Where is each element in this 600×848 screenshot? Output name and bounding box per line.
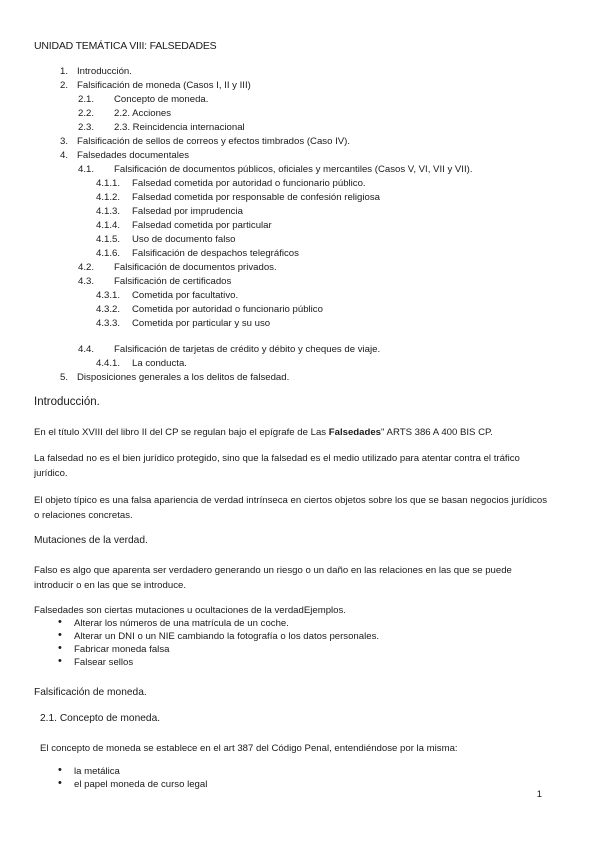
intro-paragraph-1: En el título XVIII del libro II del CP se regulan bajo el epígrafe de Las Falsedades" ARTS 386 A 400 BIS CP. <box>34 427 493 438</box>
concepto-paragraph: El concepto de moneda se establece en el art 387 del Código Penal, entendiéndose por la misma: <box>40 743 458 754</box>
toc-item: 4.1. Falsificación de documentos públicos, oficiales y mercantiles (Casos V, VI, VII y VII). <box>78 164 473 175</box>
toc-item: 4.2. Falsificación de documentos privados. <box>78 262 277 273</box>
bullet-icon: • <box>58 642 62 654</box>
list-item: • el papel moneda de curso legal <box>58 777 208 790</box>
toc-item: 4.4.1. La conducta. <box>96 358 187 369</box>
toc-item: 3. Falsificación de sellos de correos y efectos timbrados (Caso IV). <box>60 136 351 147</box>
mutaciones-heading: Mutaciones de la verdad. <box>34 535 148 546</box>
list-item: • Alterar los números de una matrícula de un coche. <box>58 616 289 629</box>
toc-item: 2.2. 2.2. Acciones <box>78 108 172 119</box>
toc-item: 4.3. Falsificación de certificados <box>78 276 232 287</box>
toc-item: 4. Falsedades documentales <box>60 150 189 161</box>
list-item: • Fabricar moneda falsa <box>58 642 170 655</box>
toc-item: 4.3.1. Cometida por facultativo. <box>96 290 239 301</box>
intro-heading: Introducción. <box>34 396 100 408</box>
toc-item: 5. Disposiciones generales a los delitos de falsedad. <box>60 372 290 383</box>
toc-item: 1. Introducción. <box>60 66 132 77</box>
toc-item: 4.1.4. Falsedad cometida por particular <box>96 220 272 231</box>
toc-item: 4.1.5. Uso de documento falso <box>96 234 236 245</box>
toc-item: 2. Falsificación de moneda (Casos I, II y III) <box>60 80 251 91</box>
toc-item: 4.1.1. Falsedad cometida por autoridad o funcionario público. <box>96 178 366 189</box>
bullet-icon: • <box>58 629 62 641</box>
list-item: • la metálica <box>58 764 120 777</box>
examples-list <box>58 617 379 669</box>
mutaciones-paragraph-1: Falso es algo que aparenta ser verdadero generando un riesgo o un daño en las relaciones en las que se puede introducir o en las que se introduce. <box>34 565 512 591</box>
intro-paragraph-3: El objeto típico es una falsa apariencia de verdad intrínseca en ciertos objetos sobre los que se basan negocios jurídicos o relaciones concretas. <box>34 495 548 521</box>
moneda-list <box>58 765 207 791</box>
toc-item: 4.1.2. Falsedad cometida por responsable de confesión religiosa <box>96 192 380 203</box>
toc-item: 4.3.2. Cometida por autoridad o funcionario público <box>96 304 323 315</box>
bullet-icon: • <box>58 616 62 628</box>
concepto-heading: 2.1. Concepto de moneda. <box>40 713 161 724</box>
toc-item: 2.3. 2.3. Reincidencia internacional <box>78 122 245 133</box>
page-number: 1 <box>536 789 542 800</box>
toc-item: 4.3.3. Cometida por particular y su uso <box>96 318 271 329</box>
bullet-icon: • <box>58 655 62 667</box>
toc-item: 4.4. Falsificación de tarjetas de crédito y débito y cheques de viaje. <box>78 344 381 355</box>
toc-item: 4.1.6. Falsificación de despachos telegráficos <box>96 248 299 259</box>
bullet-icon: • <box>58 777 62 789</box>
mutaciones-paragraph-2: Falsedades son ciertas mutaciones u ocultaciones de la verdadEjemplos. <box>34 605 346 616</box>
list-item: • Alterar un DNI o un NIE cambiando la fotografía o los datos personales. <box>58 629 380 642</box>
list-item: • Falsear sellos <box>58 655 134 668</box>
intro-paragraph-2: La falsedad no es el bien jurídico protegido, sino que la falsedad es el medio utilizado para atentar contra el tráfico jurídico. <box>34 453 520 479</box>
bullet-icon: • <box>58 764 62 776</box>
document-title: UNIDAD TEMÁTICA VIII: FALSEDADES <box>34 40 217 52</box>
toc-item: 4.1.3. Falsedad por imprudencia <box>96 206 243 217</box>
moneda-heading: Falsificación de moneda. <box>34 687 147 698</box>
toc-item: 2.1. Concepto de moneda. <box>78 94 209 105</box>
